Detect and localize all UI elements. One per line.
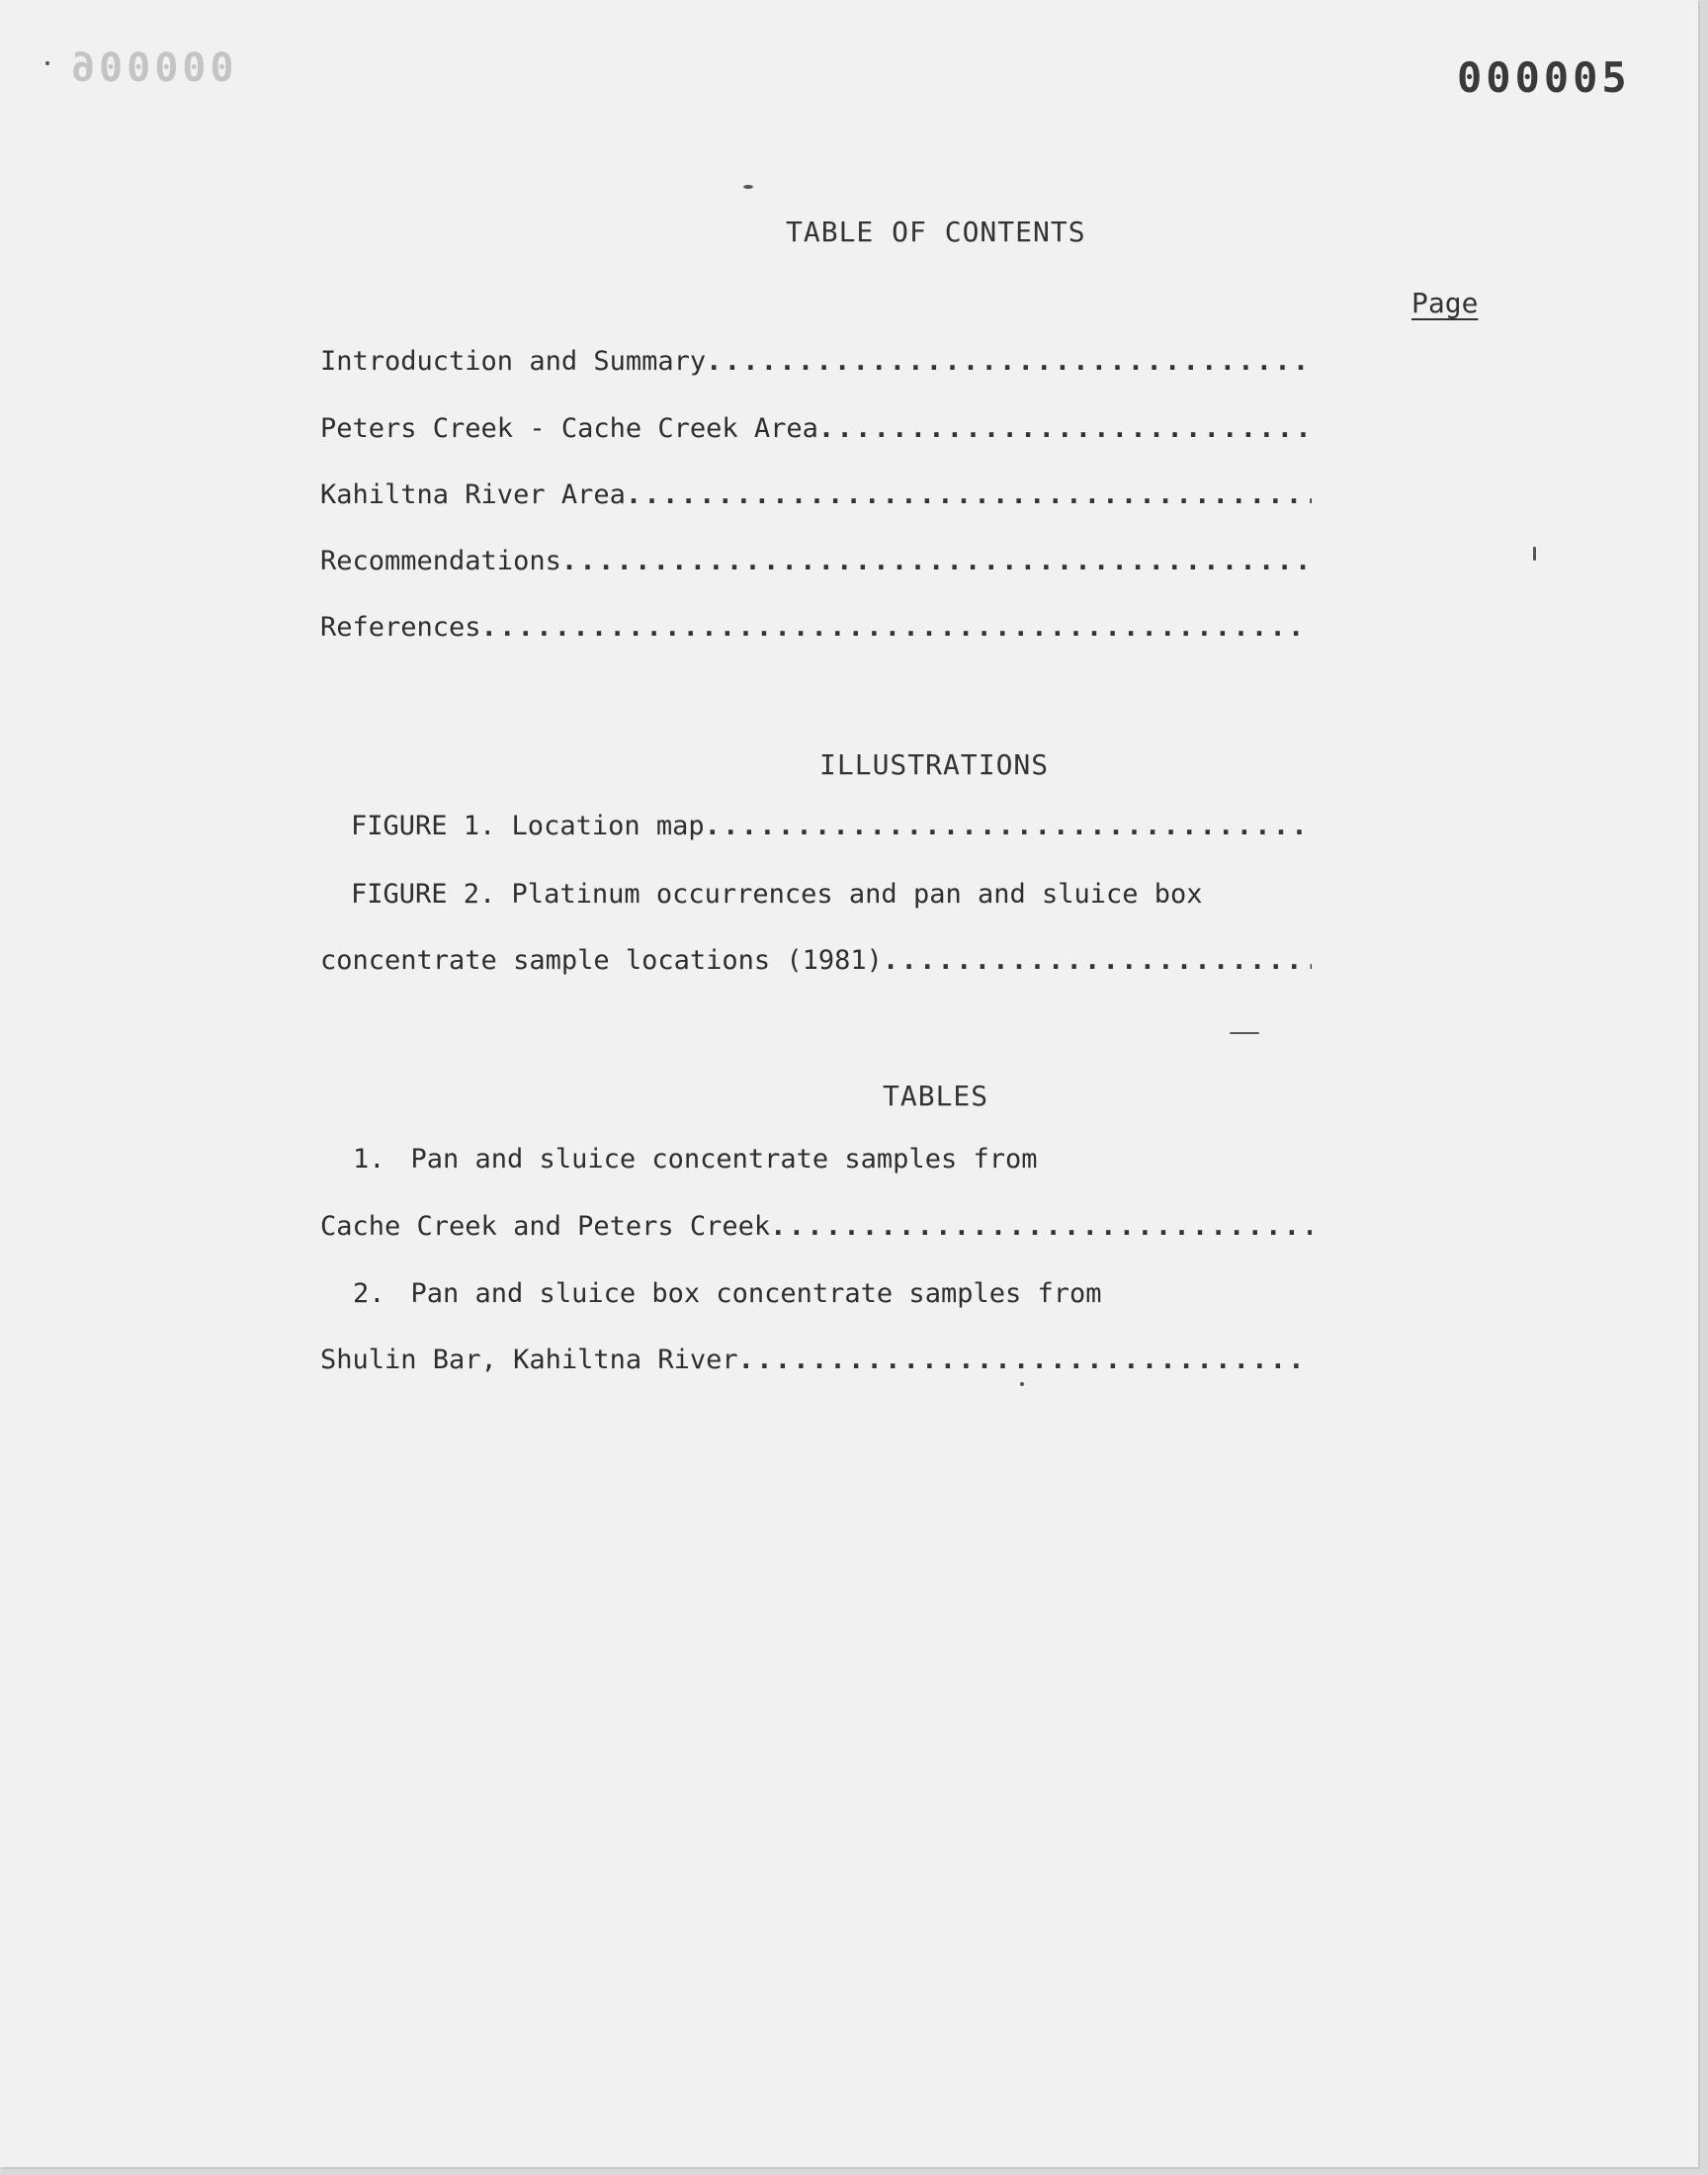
table-1-entry bbox=[320, 1211, 1312, 1242]
toc-entry-recommendations bbox=[320, 546, 1312, 576]
toc-entry-introduction bbox=[320, 346, 1312, 377]
page-number-stamp: 000005 bbox=[1457, 53, 1631, 102]
illustrations-heading: ILLUSTRATIONS bbox=[819, 748, 1050, 781]
toc-entry-label: Kahiltna River Area bbox=[320, 479, 626, 510]
mirrored-page-stamp: 000006 bbox=[67, 45, 234, 91]
dot-leader bbox=[818, 413, 1312, 444]
table-2-label: Shulin Bar, Kahiltna River bbox=[320, 1345, 738, 1375]
dot-leader bbox=[481, 612, 1312, 643]
figure-2-line-1: FIGURE 2. Platinum occurrences and pan and sluice box bbox=[351, 879, 1203, 910]
scan-speck bbox=[45, 61, 49, 65]
tables-heading: TABLES bbox=[883, 1080, 989, 1112]
table-1-label: Cache Creek and Peters Creek bbox=[320, 1211, 771, 1242]
dot-leader bbox=[561, 546, 1312, 576]
table-1-line-1 bbox=[353, 1144, 1037, 1174]
toc-entry-references bbox=[320, 612, 1312, 643]
table-1-title: Pan and sluice concentrate samples from bbox=[410, 1144, 1038, 1174]
table-2-line-1 bbox=[353, 1278, 1102, 1309]
scan-speck bbox=[743, 185, 753, 189]
toc-entry-label: Peters Creek - Cache Creek Area bbox=[320, 413, 818, 444]
toc-heading: TABLE OF CONTENTS bbox=[786, 216, 1086, 248]
toc-entry-label: References bbox=[320, 612, 481, 643]
dot-leader bbox=[706, 346, 1312, 377]
table-2-number: 2. bbox=[353, 1278, 385, 1309]
figure-1-entry bbox=[351, 811, 1312, 841]
dot-leader bbox=[738, 1345, 1312, 1375]
table-2-title: Pan and sluice box concentrate samples from bbox=[410, 1278, 1102, 1309]
page-column-label: Page bbox=[1411, 287, 1479, 319]
figure-2-label: concentrate sample locations (1981) bbox=[320, 945, 883, 976]
dot-leader bbox=[705, 811, 1312, 841]
dot-leader bbox=[626, 479, 1312, 510]
scan-speck bbox=[1020, 1382, 1024, 1386]
table-1-number: 1. bbox=[353, 1144, 385, 1174]
toc-entry-label: Introduction and Summary bbox=[320, 346, 707, 377]
figure-2-entry bbox=[320, 945, 1312, 976]
scan-speck bbox=[1533, 547, 1536, 561]
dot-leader bbox=[770, 1211, 1312, 1242]
scan-speck bbox=[1230, 1032, 1259, 1034]
toc-entry-kahiltna-river bbox=[320, 479, 1312, 510]
dot-leader bbox=[883, 945, 1312, 976]
toc-entry-label: Recommendations bbox=[320, 546, 561, 576]
figure-1-label: FIGURE 1. Location map bbox=[351, 811, 705, 841]
table-2-entry bbox=[320, 1345, 1312, 1375]
toc-entry-peters-creek bbox=[320, 413, 1312, 444]
